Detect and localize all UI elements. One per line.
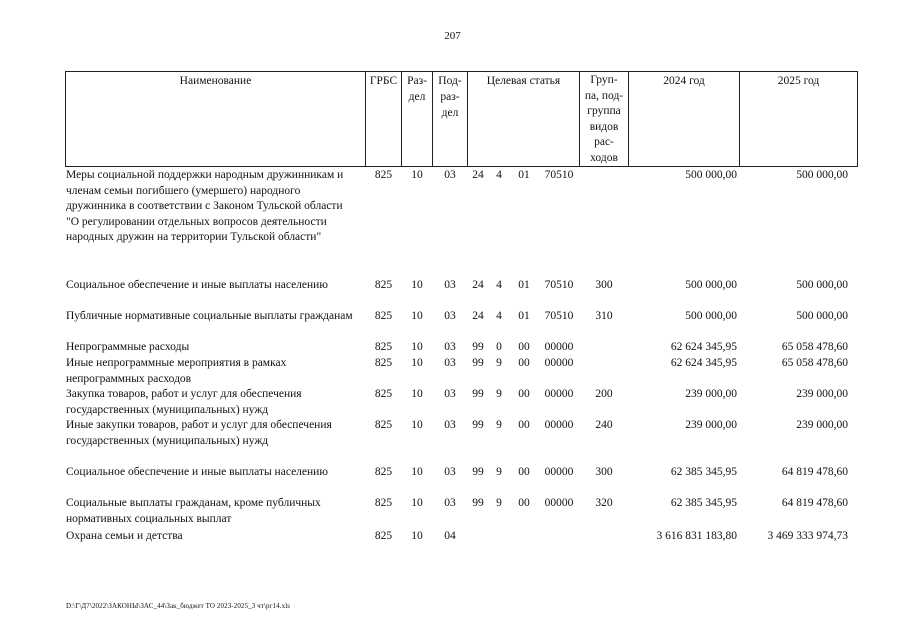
cell-c3: 00 [518,466,530,478]
cell-c2: 9 [496,466,502,478]
cell-grbs: 825 [374,169,393,181]
cell-vr: 240 [595,419,613,431]
cell-y2024: 500 000,00 [685,310,737,322]
cell-c2: 0 [496,341,502,353]
header-year-2024: 2024 год [663,75,705,87]
cell-c4: 70510 [544,310,574,322]
cell-y2024: 239 000,00 [685,419,737,431]
cell-y2024: 500 000,00 [685,279,737,291]
cell-vr: 300 [595,279,613,291]
footer-file-path: D:\Г\Д7\2022\ЗАКОНЫ\ЗАС_44\Зак_бюджет ТО 2023-2025_3 чт\рг14.xls [66,602,291,610]
cell-y2025: 65 058 478,60 [781,357,848,369]
cell-name: Публичные нормативные социальные выплаты гражданам [66,310,353,322]
cell-name: Социальное обеспечение и иные выплаты населению [66,279,328,291]
cell-rz: 10 [411,497,423,509]
cell-y2025: 239 000,00 [796,388,848,400]
cell-c3: 00 [518,419,530,431]
cell-c3: 01 [518,279,530,291]
cell-pr: 03 [444,497,456,509]
cell-pr: 03 [444,341,456,353]
cell-y2025: 500 000,00 [796,310,848,322]
cell-pr: 04 [444,530,456,542]
cell-y2024: 62 624 345,95 [670,357,737,369]
cell-c4: 00000 [544,341,574,353]
cell-c3: 00 [518,357,530,369]
cell-c2: 9 [496,497,502,509]
header-name: Наименование [179,75,252,87]
cell-grbs: 825 [374,341,393,353]
cell-grbs: 825 [374,466,393,478]
cell-rz: 10 [411,466,423,478]
header-grbs: ГРБС [369,75,398,87]
cell-name: Охрана семьи и детства [66,530,183,542]
cell-c1: 99 [472,388,484,400]
cell-pr: 03 [444,419,456,431]
cell-grbs: 825 [374,497,393,509]
cell-grbs: 825 [374,388,393,400]
header-expense-group: Груп- па, под- группа видов рас- ходов [584,74,624,164]
cell-name: Непрограммные расходы [66,341,190,353]
cell-c1: 24 [472,279,484,291]
cell-c2: 4 [496,279,502,291]
cell-y2024: 62 624 345,95 [670,341,737,353]
cell-y2024: 500 000,00 [685,169,737,181]
cell-name: Закупка товаров, работ и услуг для обеспечения государственных (муниципальных) нужд [66,388,302,416]
cell-c1: 24 [472,169,484,181]
cell-c3: 01 [518,169,530,181]
cell-y2025: 239 000,00 [796,419,848,431]
cell-c3: 00 [518,497,530,509]
cell-name: Социальное обеспечение и иные выплаты населению [66,466,328,478]
cell-y2025: 3 469 333 974,73 [767,530,848,542]
cell-c1: 99 [472,357,484,369]
cell-c1: 99 [472,497,484,509]
cell-c2: 9 [496,388,502,400]
cell-rz: 10 [411,169,423,181]
cell-rz: 10 [411,419,423,431]
cell-y2025: 500 000,00 [796,279,848,291]
cell-y2025: 64 819 478,60 [781,497,848,509]
cell-grbs: 825 [374,279,393,291]
cell-y2024: 239 000,00 [685,388,737,400]
cell-grbs: 825 [374,530,393,542]
cell-c1: 99 [472,466,484,478]
cell-vr: 200 [595,388,613,400]
cell-y2025: 65 058 478,60 [781,341,848,353]
cell-name: Меры социальной поддержки народным дружинникам и членам семьи погибшего (умершего) народного дружинника в соответствии с Законом Тульской области "О регулировании отдельных вопросов деятельности народных дружин на территории Тульской области" [66,169,344,243]
cell-c4: 00000 [544,357,574,369]
cell-grbs: 825 [374,419,393,431]
cell-vr: 310 [595,310,613,322]
cell-y2024: 3 616 831 183,80 [656,530,737,542]
cell-y2024: 62 385 345,95 [670,466,737,478]
cell-rz: 10 [411,341,423,353]
cell-c4: 00000 [544,466,574,478]
page-number: 207 [444,30,461,42]
cell-rz: 10 [411,279,423,291]
cell-pr: 03 [444,466,456,478]
cell-c1: 99 [472,419,484,431]
cell-c4: 00000 [544,388,574,400]
cell-y2025: 64 819 478,60 [781,466,848,478]
cell-pr: 03 [444,279,456,291]
cell-vr: 320 [595,497,613,509]
cell-c2: 4 [496,169,502,181]
cell-c3: 00 [518,388,530,400]
cell-y2025: 500 000,00 [796,169,848,181]
cell-rz: 10 [411,357,423,369]
cell-rz: 10 [411,310,423,322]
cell-c4: 00000 [544,497,574,509]
cell-c4: 70510 [544,279,574,291]
cell-grbs: 825 [374,357,393,369]
cell-c1: 99 [472,341,484,353]
cell-name: Социальные выплаты гражданам, кроме публичных нормативных социальных выплат [66,497,321,525]
cell-c3: 01 [518,310,530,322]
cell-pr: 03 [444,357,456,369]
header-target-article: Целевая статья [486,75,561,87]
cell-vr: 300 [595,466,613,478]
cell-grbs: 825 [374,310,393,322]
header-razdel: Раз- дел [407,75,427,103]
cell-c4: 00000 [544,419,574,431]
cell-name: Иные непрограммные мероприятия в рамках непрограммных расходов [66,357,287,385]
cell-y2024: 62 385 345,95 [670,497,737,509]
cell-name: Иные закупки товаров, работ и услуг для обеспечения государственных (муниципальных) нужд [66,419,332,447]
cell-c2: 9 [496,419,502,431]
cell-c2: 9 [496,357,502,369]
cell-pr: 03 [444,169,456,181]
cell-c4: 70510 [544,169,574,181]
header-year-2025: 2025 год [777,75,820,87]
cell-rz: 10 [411,530,423,542]
cell-c1: 24 [472,310,484,322]
cell-c3: 00 [518,341,530,353]
cell-c2: 4 [496,310,502,322]
cell-rz: 10 [411,388,423,400]
cell-pr: 03 [444,310,456,322]
header-podrazdel: Под- раз- дел [438,75,462,119]
cell-pr: 03 [444,388,456,400]
